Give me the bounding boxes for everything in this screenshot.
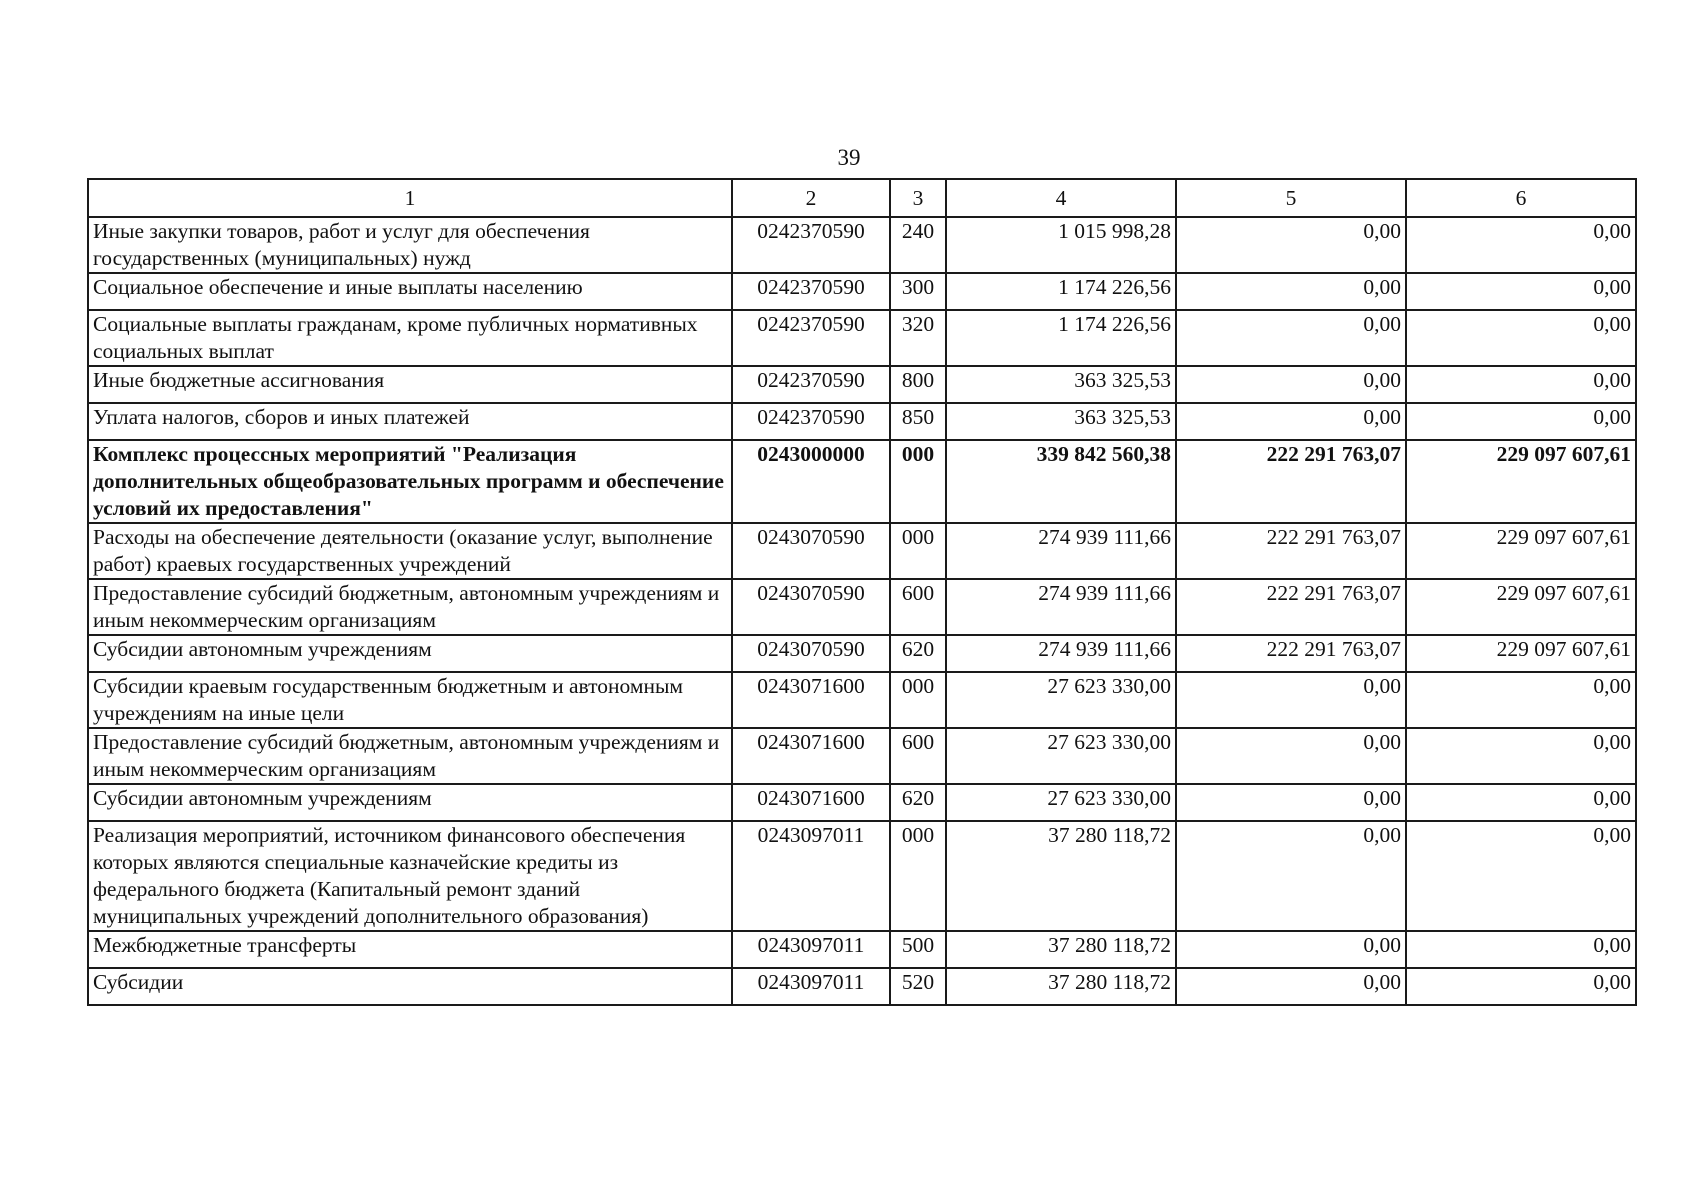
amount-col-4: 1 015 998,28 (946, 217, 1176, 273)
amount-col-4: 37 280 118,72 (946, 968, 1176, 1005)
table-row (88, 273, 1636, 310)
table-row (88, 310, 1636, 366)
amount-col-4: 27 623 330,00 (946, 784, 1176, 821)
column-header-3: 3 (890, 179, 946, 217)
amount-col-6: 0,00 (1406, 366, 1636, 403)
expense-type: 600 (890, 728, 946, 784)
expense-type: 620 (890, 635, 946, 672)
target-code: 0243097011 (732, 821, 890, 931)
amount-col-4: 363 325,53 (946, 403, 1176, 440)
expense-name: Социальное обеспечение и иные выплаты населению (88, 273, 732, 310)
expense-name: Иные бюджетные ассигнования (88, 366, 732, 403)
amount-col-6: 0,00 (1406, 968, 1636, 1005)
amount-col-5: 222 291 763,07 (1176, 635, 1406, 672)
expense-name: Субсидии автономным учреждениям (88, 635, 732, 672)
amount-col-6: 0,00 (1406, 821, 1636, 931)
amount-col-5: 0,00 (1176, 728, 1406, 784)
amount-col-5: 0,00 (1176, 784, 1406, 821)
target-code: 0243071600 (732, 784, 890, 821)
amount-col-4: 27 623 330,00 (946, 728, 1176, 784)
expense-type: 320 (890, 310, 946, 366)
target-code: 0242370590 (732, 310, 890, 366)
amount-col-6: 0,00 (1406, 672, 1636, 728)
amount-col-4: 27 623 330,00 (946, 672, 1176, 728)
expense-type: 000 (890, 440, 946, 523)
amount-col-6: 0,00 (1406, 784, 1636, 821)
expense-type: 620 (890, 784, 946, 821)
column-header-2: 2 (732, 179, 890, 217)
expense-type: 000 (890, 672, 946, 728)
target-code: 0243071600 (732, 672, 890, 728)
table-row (88, 968, 1636, 1005)
expense-name: Межбюджетные трансферты (88, 931, 732, 968)
table-row-subtotal (88, 440, 1636, 523)
amount-col-4: 274 939 111,66 (946, 635, 1176, 672)
expense-type: 850 (890, 403, 946, 440)
expense-type: 000 (890, 523, 946, 579)
expense-name: Расходы на обеспечение деятельности (оказание услуг, выполнение работ) краевых государственных учреждений (88, 523, 732, 579)
expense-name: Субсидии (88, 968, 732, 1005)
amount-col-4: 363 325,53 (946, 366, 1176, 403)
amount-col-4: 37 280 118,72 (946, 821, 1176, 931)
expense-type: 500 (890, 931, 946, 968)
amount-col-4: 274 939 111,66 (946, 523, 1176, 579)
amount-col-4: 274 939 111,66 (946, 579, 1176, 635)
budget-table (87, 178, 1637, 1006)
expense-type: 240 (890, 217, 946, 273)
amount-col-5: 222 291 763,07 (1176, 579, 1406, 635)
expense-name: Субсидии краевым государственным бюджетным и автономным учреждениям на иные цели (88, 672, 732, 728)
amount-col-4: 339 842 560,38 (946, 440, 1176, 523)
table-row (88, 821, 1636, 931)
column-header-6: 6 (1406, 179, 1636, 217)
amount-col-6: 0,00 (1406, 273, 1636, 310)
table-row (88, 579, 1636, 635)
expense-name: Реализация мероприятий, источником финансового обеспечения которых являются специальные казначейские кредиты из федерального бюджета (Капитальный ремонт зданий муниципальных учреждений дополнительного образования) (88, 821, 732, 931)
column-header-5: 5 (1176, 179, 1406, 217)
expense-name: Предоставление субсидий бюджетным, автономным учреждениям и иным некоммерческим организациям (88, 728, 732, 784)
column-header-1: 1 (88, 179, 732, 217)
amount-col-6: 229 097 607,61 (1406, 635, 1636, 672)
amount-col-6: 0,00 (1406, 931, 1636, 968)
amount-col-5: 0,00 (1176, 273, 1406, 310)
expense-name: Комплекс процессных мероприятий "Реализация дополнительных общеобразовательных программ и обеспечение условий их предоставления" (88, 440, 732, 523)
target-code: 0243070590 (732, 523, 890, 579)
amount-col-6: 0,00 (1406, 217, 1636, 273)
expense-type: 000 (890, 821, 946, 931)
table-row (88, 728, 1636, 784)
target-code: 0243097011 (732, 931, 890, 968)
amount-col-5: 0,00 (1176, 821, 1406, 931)
amount-col-5: 0,00 (1176, 672, 1406, 728)
amount-col-5: 0,00 (1176, 931, 1406, 968)
expense-type: 300 (890, 273, 946, 310)
amount-col-5: 0,00 (1176, 366, 1406, 403)
amount-col-6: 229 097 607,61 (1406, 440, 1636, 523)
table-row (88, 931, 1636, 968)
expense-type: 600 (890, 579, 946, 635)
amount-col-5: 0,00 (1176, 217, 1406, 273)
amount-col-4: 37 280 118,72 (946, 931, 1176, 968)
header-row (88, 179, 1636, 217)
column-header-4: 4 (946, 179, 1176, 217)
table-row (88, 635, 1636, 672)
target-code: 0242370590 (732, 403, 890, 440)
expense-name: Уплата налогов, сборов и иных платежей (88, 403, 732, 440)
expense-type: 520 (890, 968, 946, 1005)
amount-col-5: 222 291 763,07 (1176, 523, 1406, 579)
target-code: 0243071600 (732, 728, 890, 784)
table-row (88, 784, 1636, 821)
page-number: 39 (837, 145, 861, 170)
amount-col-5: 0,00 (1176, 310, 1406, 366)
target-code: 0242370590 (732, 217, 890, 273)
target-code: 0243070590 (732, 579, 890, 635)
table-body (88, 217, 1636, 1005)
expense-name: Иные закупки товаров, работ и услуг для обеспечения государственных (муниципальных) нужд (88, 217, 732, 273)
target-code: 0242370590 (732, 273, 890, 310)
table-row (88, 217, 1636, 273)
amount-col-6: 0,00 (1406, 403, 1636, 440)
target-code: 0243097011 (732, 968, 890, 1005)
expense-name: Субсидии автономным учреждениям (88, 784, 732, 821)
target-code: 0243000000 (732, 440, 890, 523)
table-row (88, 672, 1636, 728)
expense-name: Предоставление субсидий бюджетным, автономным учреждениям и иным некоммерческим организациям (88, 579, 732, 635)
amount-col-5: 0,00 (1176, 403, 1406, 440)
amount-col-4: 1 174 226,56 (946, 310, 1176, 366)
amount-col-4: 1 174 226,56 (946, 273, 1176, 310)
amount-col-6: 229 097 607,61 (1406, 579, 1636, 635)
amount-col-6: 229 097 607,61 (1406, 523, 1636, 579)
amount-col-5: 222 291 763,07 (1176, 440, 1406, 523)
expense-name: Социальные выплаты гражданам, кроме публичных нормативных социальных выплат (88, 310, 732, 366)
table-row (88, 366, 1636, 403)
target-code: 0242370590 (732, 366, 890, 403)
table-row (88, 523, 1636, 579)
expense-type: 800 (890, 366, 946, 403)
amount-col-6: 0,00 (1406, 728, 1636, 784)
target-code: 0243070590 (732, 635, 890, 672)
amount-col-5: 0,00 (1176, 968, 1406, 1005)
amount-col-6: 0,00 (1406, 310, 1636, 366)
table-row (88, 403, 1636, 440)
